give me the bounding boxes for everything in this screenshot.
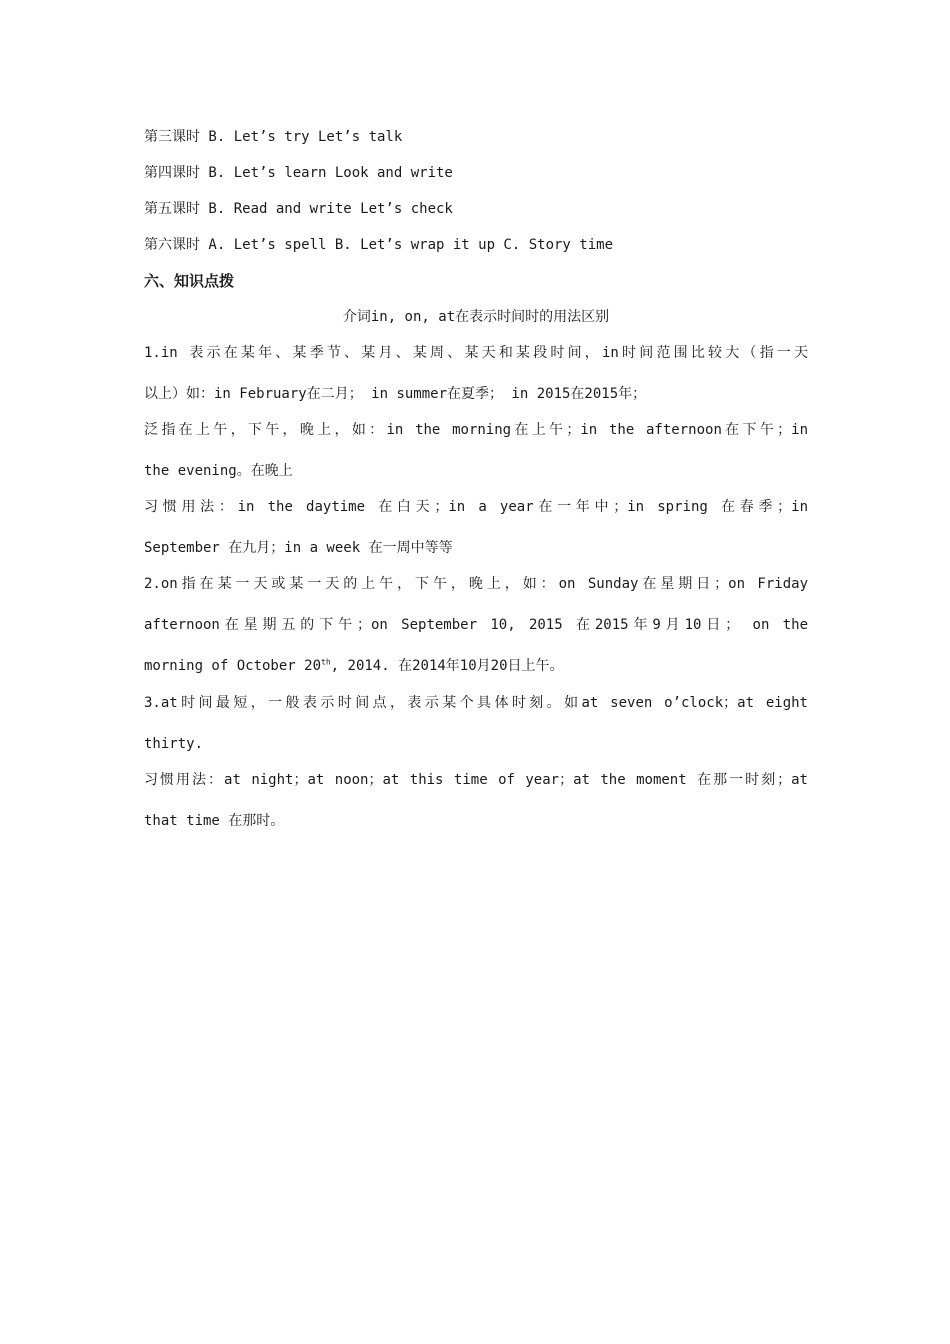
point3-line3: 习惯用法：at night；at noon；at this time of year；at the moment 在那一时刻；at	[144, 772, 808, 788]
point3-line4: that time 在那时。	[144, 813, 285, 829]
point3-line2: thirty.	[144, 736, 204, 752]
section-heading: 六、知识点拨	[144, 272, 235, 290]
lesson-4-line: 第四课时 B. Let’s learn Look and write	[144, 165, 453, 181]
point1-line3: 泛指在上午，下午，晚上，如：in the morning在上午；in the afternoon在下午；in	[144, 422, 808, 438]
point2-line3-end: , 2014. 在2014年10月20日上午。	[330, 658, 564, 674]
point3-line1: 3.at时间最短，一般表示时间点，表示某个具体时刻。如at seven o’clock；at eight	[144, 695, 808, 711]
point1-line1: 1.in 表示在某年、某季节、某月、某周、某天和某段时间，in时间范围比较大（指一天	[144, 345, 808, 361]
lesson-5-line: 第五课时 B. Read and write Let’s check	[144, 201, 453, 217]
lesson-3-line: 第三课时 B. Let’s try Let’s talk	[144, 129, 403, 145]
lesson-6-line: 第六课时 A. Let’s spell B. Let’s wrap it up C. Story time	[144, 237, 614, 253]
point2-line2: afternoon在星期五的下午；on September 10, 2015 在2015年9月10日； on the	[144, 617, 808, 633]
point1-line6: September 在九月；in a week 在一周中等等	[144, 540, 453, 556]
ordinal-suffix: th	[321, 657, 331, 667]
point1-line4: the evening。在晚上	[144, 463, 293, 479]
topic-title: 介词in, on, at在表示时间时的用法区别	[342, 309, 610, 325]
point2-line3	[144, 655, 808, 677]
point2-line3-start: morning of October 20	[144, 658, 322, 674]
point2-line1: 2.on指在某一天或某一天的上午，下午，晚上，如：on Sunday在星期日；on Friday	[144, 576, 808, 592]
point1-line2: 以上）如：in February在二月； in summer在夏季； in 2015在2015年；	[144, 386, 647, 402]
point1-line5: 习惯用法：in the daytime 在白天；in a year在一年中；in spring 在春季；in	[144, 499, 808, 515]
